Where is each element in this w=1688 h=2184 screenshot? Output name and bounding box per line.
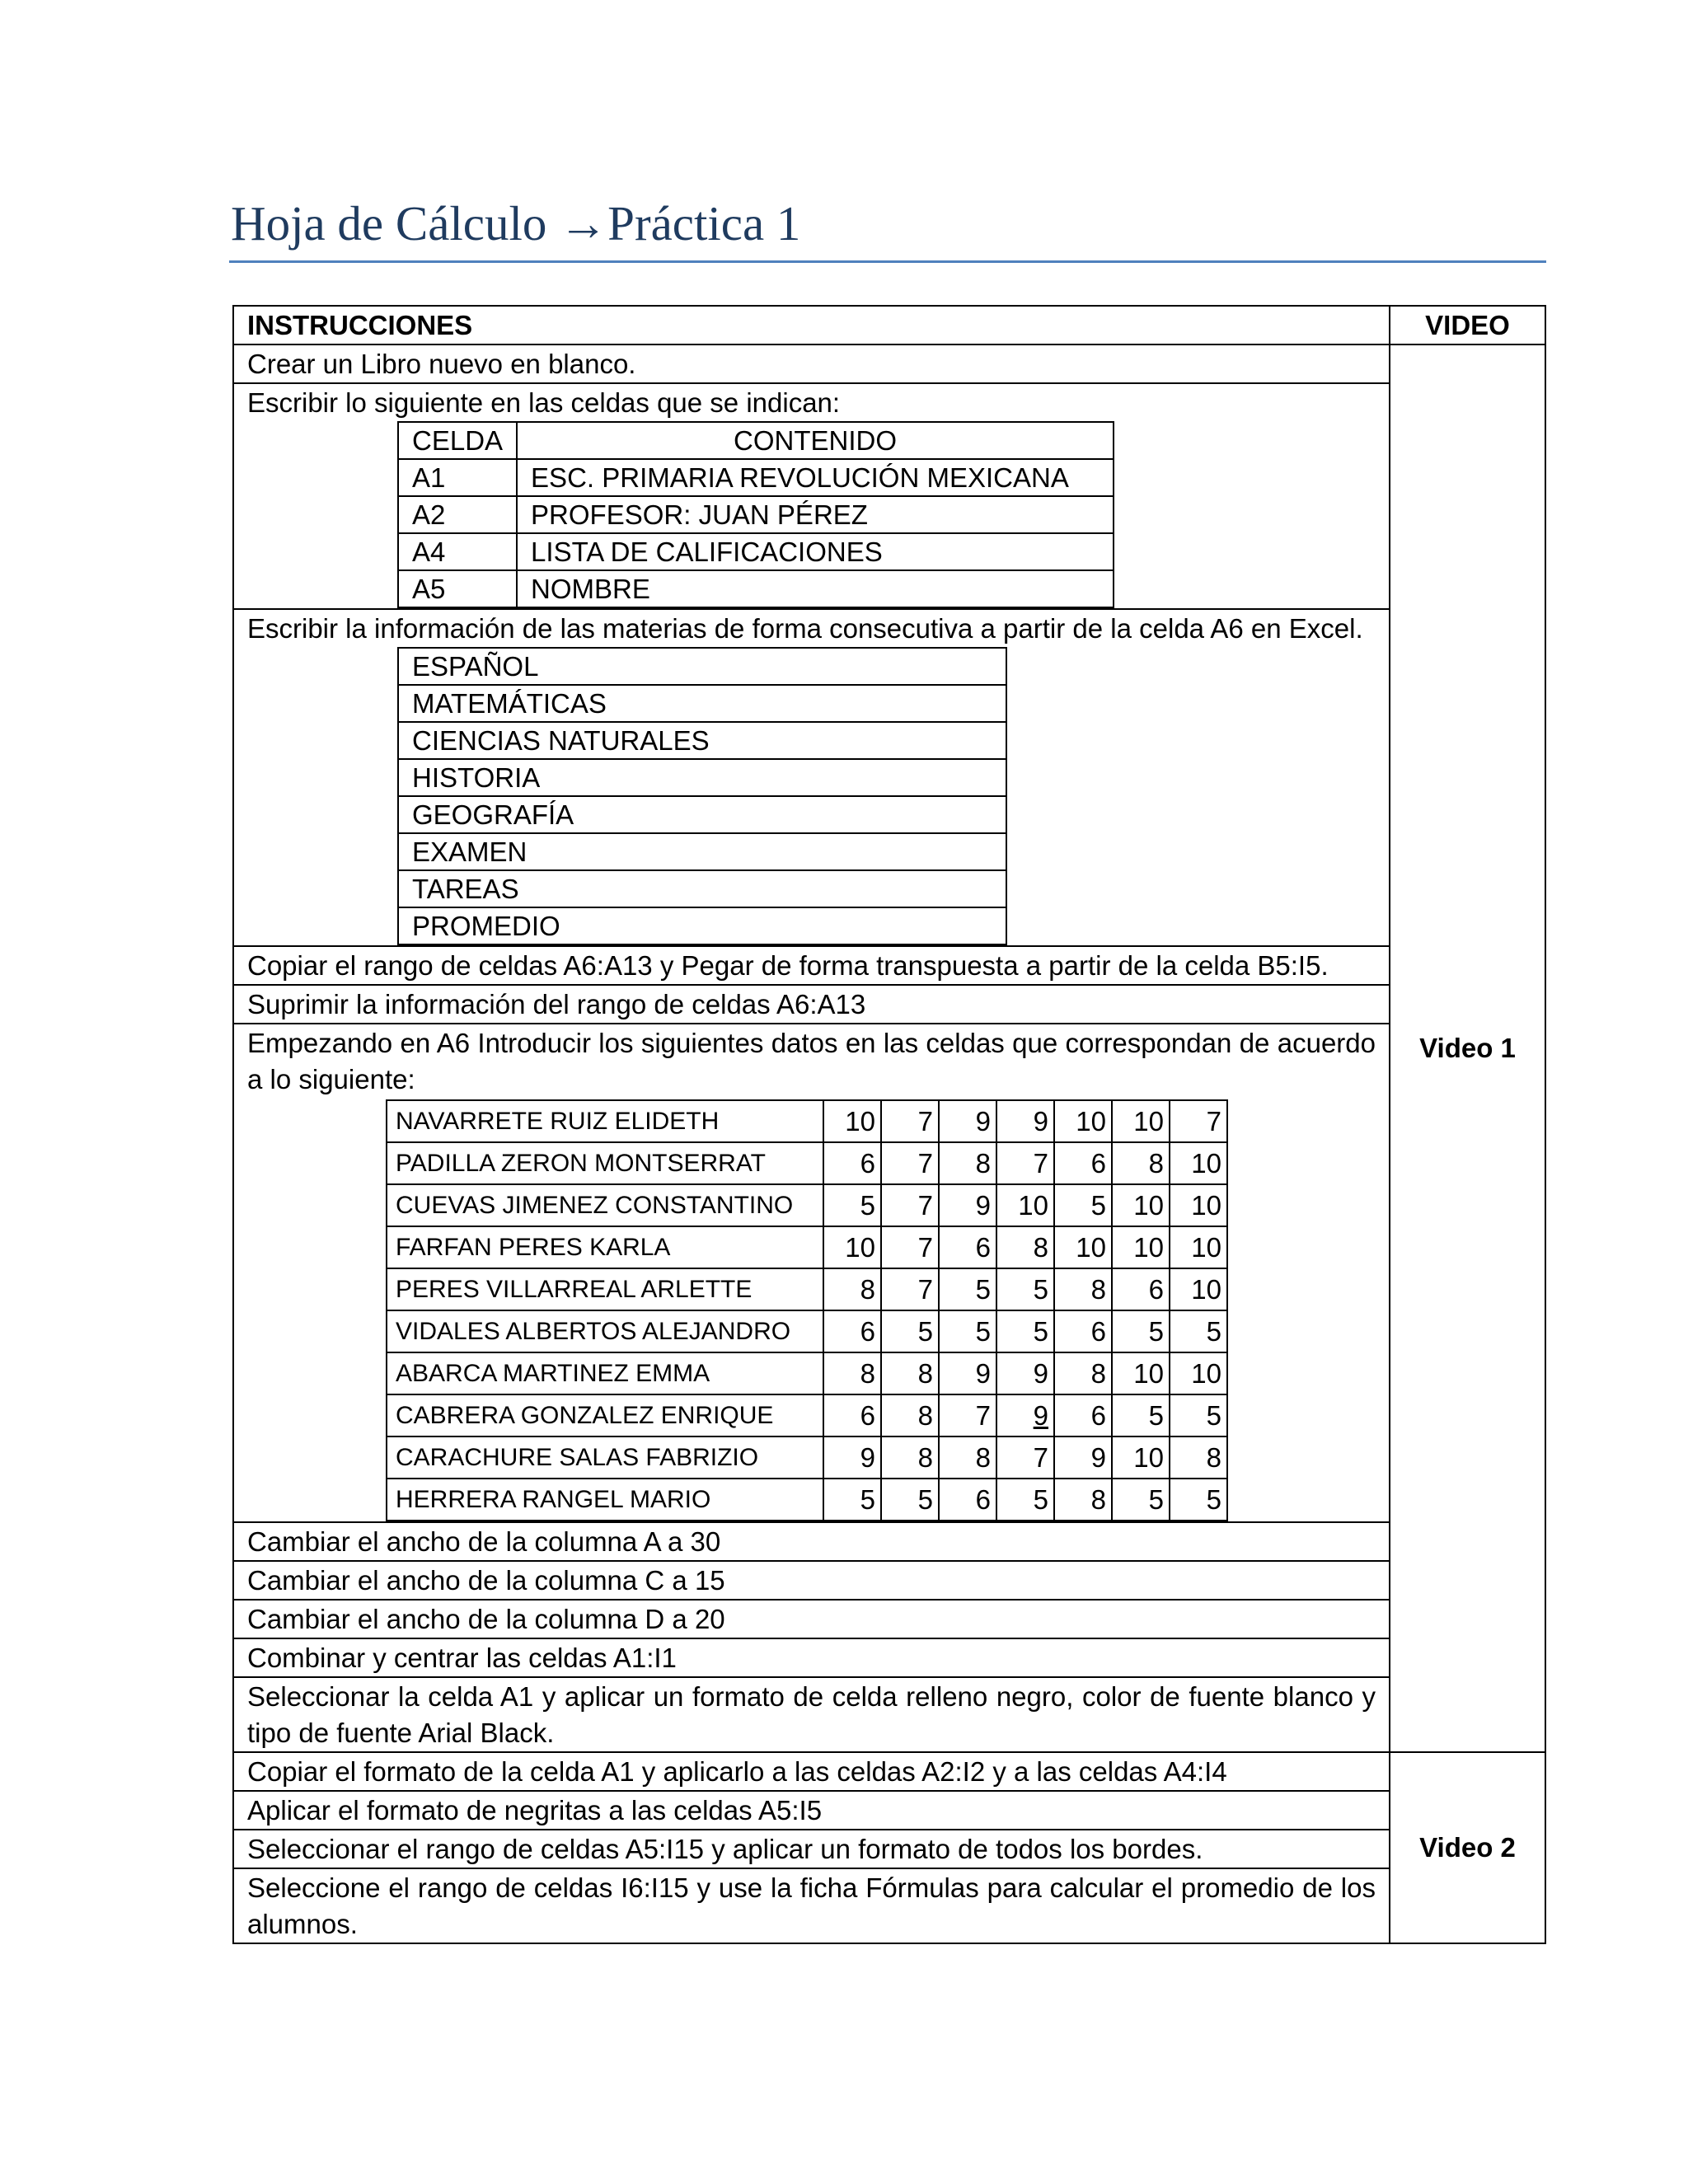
student-name: CUEVAS JIMENEZ CONSTANTINO [387, 1184, 823, 1226]
instruction-row [233, 946, 1545, 985]
student-name: PADILLA ZERON MONTSERRAT [387, 1142, 823, 1184]
subject-name: GEOGRAFÍA [398, 796, 1006, 833]
instruction-row [233, 1638, 1545, 1677]
grades-body [387, 1100, 1227, 1521]
grade-cell: 5 [996, 1310, 1054, 1352]
subject-name: PROMEDIO [398, 907, 1006, 944]
grade-cell: 10 [996, 1184, 1054, 1226]
instruction-text: Escribir lo siguiente en las celdas que se indican: [247, 387, 841, 418]
grade-cell: 10 [1112, 1184, 1170, 1226]
grade-cell: 8 [939, 1436, 996, 1479]
student-name: VIDALES ALBERTOS ALEJANDRO [387, 1310, 823, 1352]
instructions-table [232, 305, 1546, 1944]
grade-cell: 8 [1054, 1479, 1112, 1521]
student-name: CABRERA GONZALEZ ENRIQUE [387, 1394, 823, 1436]
grade-cell: 7 [996, 1436, 1054, 1479]
instruction-text: Seleccione el rango de celdas I6:I15 y use la ficha Fórmulas para calcular el promedio de los alumnos. [233, 1868, 1390, 1943]
grade-cell: 6 [1054, 1142, 1112, 1184]
grade-cell: 8 [1112, 1142, 1170, 1184]
instruction-row [233, 1600, 1545, 1638]
grade-cell: 8 [823, 1268, 881, 1310]
grade-cell: 8 [881, 1352, 939, 1394]
grade-cell: 9 [996, 1394, 1054, 1436]
grade-cell: 5 [996, 1479, 1054, 1521]
grade-cell: 6 [1054, 1310, 1112, 1352]
cell-ref: A5 [398, 570, 517, 607]
grade-cell: 7 [881, 1142, 939, 1184]
grade-cell: 10 [823, 1226, 881, 1268]
video-2-cell [1390, 1752, 1545, 1943]
subject-row [398, 759, 1006, 796]
student-name: NAVARRETE RUIZ ELIDETH [387, 1100, 823, 1142]
instruction-text: Combinar y centrar las celdas A1:I1 [233, 1638, 1390, 1677]
instruction-text: Aplicar el formato de negritas a las celdas A5:I5 [233, 1791, 1390, 1830]
grade-cell: 5 [1054, 1184, 1112, 1226]
student-row [387, 1479, 1227, 1521]
header-video: VIDEO [1390, 306, 1545, 344]
cells-header-contenido: CONTENIDO [517, 422, 1114, 459]
cell-content: PROFESOR: JUAN PÉREZ [517, 496, 1114, 533]
grade-cell: 7 [881, 1100, 939, 1142]
grade-cell: 6 [1112, 1268, 1170, 1310]
student-row [387, 1268, 1227, 1310]
grade-cell: 10 [1112, 1352, 1170, 1394]
grade-cell: 10 [1170, 1184, 1227, 1226]
grade-cell: 5 [996, 1268, 1054, 1310]
subject-row [398, 648, 1006, 685]
grade-cell: 9 [1054, 1436, 1112, 1479]
subject-row [398, 685, 1006, 722]
video-1-label: Video 1 [1419, 1033, 1516, 1063]
instruction-text: Suprimir la información del rango de celdas A6:A13 [233, 985, 1390, 1024]
instruction-row [233, 1752, 1545, 1791]
instruction-text: Cambiar el ancho de la columna C a 15 [233, 1561, 1390, 1600]
grade-cell: 7 [939, 1394, 996, 1436]
cells-header-row [398, 422, 1114, 459]
instruction-row [233, 383, 1545, 609]
instruction-text: Cambiar el ancho de la columna A a 30 [233, 1522, 1390, 1561]
grade-cell: 7 [996, 1142, 1054, 1184]
grade-cell: 9 [939, 1100, 996, 1142]
subject-row [398, 796, 1006, 833]
subject-row [398, 833, 1006, 870]
grade-cell: 10 [1112, 1100, 1170, 1142]
student-row [387, 1142, 1227, 1184]
grade-cell: 5 [1112, 1394, 1170, 1436]
page-title: Hoja de Cálculo →Práctica 1 [231, 196, 801, 251]
grade-cell: 7 [1170, 1100, 1227, 1142]
grade-cell: 8 [996, 1226, 1054, 1268]
subject-name: HISTORIA [398, 759, 1006, 796]
grade-cell: 9 [996, 1352, 1054, 1394]
cell-content: NOMBRE [517, 570, 1114, 607]
title-underline [229, 260, 1546, 263]
grade-cell: 8 [823, 1352, 881, 1394]
subject-name: TAREAS [398, 870, 1006, 907]
grade-cell: 9 [939, 1352, 996, 1394]
student-name: ABARCA MARTINEZ EMMA [387, 1352, 823, 1394]
grade-cell: 5 [1112, 1479, 1170, 1521]
cells-row [398, 496, 1114, 533]
grade-cell: 7 [881, 1184, 939, 1226]
cells-row [398, 459, 1114, 496]
grade-cell: 10 [1170, 1268, 1227, 1310]
instruction-row [233, 1791, 1545, 1830]
subject-name: EXAMEN [398, 833, 1006, 870]
grade-cell: 10 [1170, 1352, 1227, 1394]
subject-row [398, 870, 1006, 907]
student-row [387, 1436, 1227, 1479]
student-name: HERRERA RANGEL MARIO [387, 1479, 823, 1521]
instruction-row [233, 1561, 1545, 1600]
grade-cell: 6 [939, 1479, 996, 1521]
cell-content: ESC. PRIMARIA REVOLUCIÓN MEXICANA [517, 459, 1114, 496]
instruction-cell [233, 609, 1390, 946]
instruction-row [233, 1868, 1545, 1943]
instruction-text: Escribir la información de las materias de forma consecutiva a partir de la celda A6 en Excel. [247, 613, 1363, 644]
grade-cell: 7 [881, 1268, 939, 1310]
grade-cell: 5 [939, 1268, 996, 1310]
instruction-text: Seleccionar el rango de celdas A5:I15 y aplicar un formato de todos los bordes. [233, 1830, 1390, 1868]
subject-row [398, 722, 1006, 759]
grade-cell: 9 [996, 1100, 1054, 1142]
grade-cell: 9 [823, 1436, 881, 1479]
grade-cell: 8 [1054, 1268, 1112, 1310]
subject-row [398, 907, 1006, 944]
instruction-row [233, 985, 1545, 1024]
grade-cell: 10 [1170, 1226, 1227, 1268]
student-row [387, 1184, 1227, 1226]
student-row [387, 1100, 1227, 1142]
grade-cell: 5 [1170, 1394, 1227, 1436]
student-row [387, 1226, 1227, 1268]
grade-cell: 8 [1170, 1436, 1227, 1479]
grade-cell: 6 [823, 1142, 881, 1184]
grade-cell: 10 [1112, 1436, 1170, 1479]
grade-cell: 5 [1170, 1310, 1227, 1352]
grade-cell: 5 [1112, 1310, 1170, 1352]
grade-cell: 6 [823, 1310, 881, 1352]
grade-cell: 6 [1054, 1394, 1112, 1436]
grade-cell: 5 [881, 1310, 939, 1352]
student-name: CARACHURE SALAS FABRIZIO [387, 1436, 823, 1479]
instruction-cell [233, 1024, 1390, 1522]
video-1-cell [1390, 344, 1545, 1752]
instruction-text: Copiar el formato de la celda A1 y aplicarlo a las celdas A2:I2 y a las celdas A4:I4 [233, 1752, 1390, 1791]
grade-cell: 6 [823, 1394, 881, 1436]
instruction-text: Cambiar el ancho de la columna D a 20 [233, 1600, 1390, 1638]
grade-cell: 10 [1054, 1226, 1112, 1268]
instruction-row [233, 1677, 1545, 1752]
cell-content: LISTA DE CALIFICACIONES [517, 533, 1114, 570]
grade-cell: 5 [1170, 1479, 1227, 1521]
grade-cell: 5 [881, 1479, 939, 1521]
grade-cell: 8 [881, 1394, 939, 1436]
subject-name: CIENCIAS NATURALES [398, 722, 1006, 759]
instruction-text: Crear un Libro nuevo en blanco. [233, 344, 1390, 383]
cell-ref: A1 [398, 459, 517, 496]
student-row [387, 1310, 1227, 1352]
header-row [233, 306, 1545, 344]
grade-cell: 10 [1170, 1142, 1227, 1184]
cells-content-table [397, 421, 1114, 608]
grade-cell: 9 [939, 1184, 996, 1226]
student-row [387, 1394, 1227, 1436]
instruction-text: Seleccionar la celda A1 y aplicar un formato de celda relleno negro, color de fuente blanco y tipo de fuente Arial Black. [233, 1677, 1390, 1752]
grade-cell: 5 [939, 1310, 996, 1352]
student-name: FARFAN PERES KARLA [387, 1226, 823, 1268]
grade-cell: 8 [1054, 1352, 1112, 1394]
grade-cell: 10 [1112, 1226, 1170, 1268]
instruction-row [233, 1522, 1545, 1561]
instruction-text: Empezando en A6 Introducir los siguientes datos en las celdas que correspondan de acuerdo a lo siguiente: [247, 1028, 1376, 1094]
instruction-row [233, 344, 1545, 383]
grade-cell: 6 [939, 1226, 996, 1268]
cells-header-celda: CELDA [398, 422, 517, 459]
grade-cell: 10 [823, 1100, 881, 1142]
cells-row [398, 570, 1114, 607]
grade-cell: 5 [823, 1184, 881, 1226]
header-instrucciones: INSTRUCCIONES [233, 306, 1390, 344]
grade-cell: 8 [939, 1142, 996, 1184]
cell-ref: A2 [398, 496, 517, 533]
instruction-row [233, 1830, 1545, 1868]
subjects-table [397, 647, 1007, 945]
cells-row [398, 533, 1114, 570]
subject-name: ESPAÑOL [398, 648, 1006, 685]
instruction-cell [233, 383, 1390, 609]
student-row [387, 1352, 1227, 1394]
cell-ref: A4 [398, 533, 517, 570]
instruction-row [233, 1024, 1545, 1522]
grade-cell: 7 [881, 1226, 939, 1268]
subject-name: MATEMÁTICAS [398, 685, 1006, 722]
grade-cell: 5 [823, 1479, 881, 1521]
instruction-row [233, 609, 1545, 946]
grade-cell: 8 [881, 1436, 939, 1479]
grades-table [386, 1099, 1228, 1521]
student-name: PERES VILLARREAL ARLETTE [387, 1268, 823, 1310]
video-2-label: Video 2 [1419, 1832, 1516, 1863]
instruction-text: Copiar el rango de celdas A6:A13 y Pegar de forma transpuesta a partir de la celda B5:I5. [233, 946, 1390, 985]
grade-cell: 10 [1054, 1100, 1112, 1142]
